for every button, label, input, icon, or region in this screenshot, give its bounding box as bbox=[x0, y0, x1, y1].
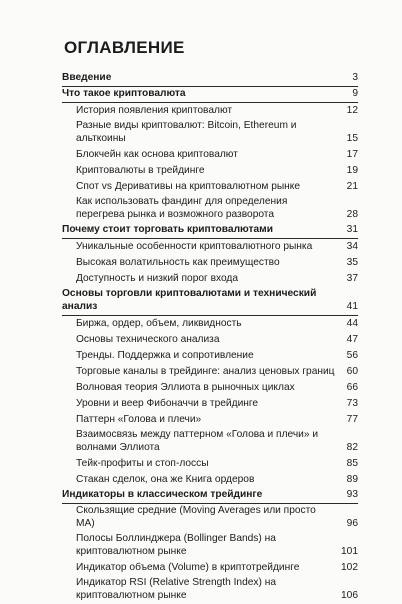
toc-entry bbox=[62, 87, 358, 103]
toc-entry-label: Блокчейн как основа криптовалют bbox=[76, 149, 238, 160]
toc-entry-label: Индикатор объема (Volume) в криптотрейдинге bbox=[76, 562, 300, 573]
toc-entry-label: Разные виды криптовалют: Bitcoin, Ethereum и альткоины bbox=[76, 120, 297, 144]
toc-page-number: 35 bbox=[346, 257, 358, 268]
toc-page-number: 15 bbox=[346, 133, 358, 144]
toc-entry bbox=[62, 504, 358, 532]
table-of-contents bbox=[62, 71, 358, 604]
toc-page-number: 47 bbox=[346, 334, 358, 345]
toc-page-number: 21 bbox=[346, 181, 358, 192]
toc-entry-label: Как использовать фандинг для определения перегрева рынка и возможного разворота bbox=[76, 196, 288, 220]
toc-page-number: 89 bbox=[346, 474, 358, 485]
toc-page-number: 66 bbox=[346, 382, 358, 393]
toc-entry-label: Криптовалюты в трейдинге bbox=[76, 165, 205, 176]
toc-entry bbox=[62, 316, 358, 332]
toc-page-number: 37 bbox=[346, 273, 358, 284]
toc-entry-label: Основы торговли криптовалютами и технический анализ bbox=[62, 288, 317, 312]
toc-page-number: 12 bbox=[346, 105, 358, 116]
toc-page-number: 106 bbox=[341, 590, 358, 601]
toc-page-number: 82 bbox=[346, 442, 358, 453]
toc-entry bbox=[62, 195, 358, 223]
toc-entry bbox=[62, 412, 358, 428]
toc-entry bbox=[62, 364, 358, 380]
page-title: ОГЛАВЛЕНИЕ bbox=[64, 38, 185, 57]
toc-entry bbox=[62, 239, 358, 255]
toc-entry bbox=[62, 147, 358, 163]
toc-entry bbox=[62, 332, 358, 348]
toc-entry-label: Спот vs Деривативы на криптовалютном рынке bbox=[76, 181, 301, 192]
toc-entry-label: История появления криптовалют bbox=[76, 105, 233, 116]
toc-entry bbox=[62, 396, 358, 412]
toc-entry bbox=[62, 576, 358, 604]
toc-page-number: 9 bbox=[352, 88, 358, 99]
toc-page-number: 28 bbox=[346, 209, 358, 220]
toc-entry-label: Волновая теория Эллиота в рыночных циклах bbox=[76, 382, 295, 393]
toc-entry bbox=[62, 179, 358, 195]
toc-page-number: 41 bbox=[346, 301, 358, 312]
toc-page-number: 93 bbox=[346, 489, 358, 500]
toc-page-number: 56 bbox=[346, 350, 358, 361]
toc-entry bbox=[62, 287, 358, 316]
toc-page-number: 19 bbox=[346, 165, 358, 176]
toc-entry bbox=[62, 223, 358, 239]
toc-entry-label: Тейк-профиты и стоп-лоссы bbox=[76, 458, 209, 469]
toc-entry bbox=[62, 119, 358, 147]
toc-page-number: 17 bbox=[346, 149, 358, 160]
toc-entry-label: Что такое криптовалюта bbox=[62, 88, 186, 99]
toc-entry-label: Уникальные особенности криптовалютного рынка bbox=[76, 241, 313, 252]
toc-entry-label: Биржа, ордер, объем, ликвидность bbox=[76, 318, 242, 329]
toc-page-number: 31 bbox=[346, 224, 358, 235]
toc-entry bbox=[62, 488, 358, 504]
toc-entry bbox=[62, 255, 358, 271]
toc-entry-label: Индикаторы в классическом трейдинге bbox=[62, 489, 263, 500]
toc-page-number: 85 bbox=[346, 458, 358, 469]
toc-entry bbox=[62, 348, 358, 364]
toc-entry-label: Высокая волатильность как преимущество bbox=[76, 257, 280, 268]
toc-page-number: 102 bbox=[341, 562, 358, 573]
toc-entry-label: Тренды. Поддержка и сопротивление bbox=[76, 350, 254, 361]
toc-page-number: 96 bbox=[346, 518, 358, 529]
toc-entry bbox=[62, 472, 358, 488]
toc-entry bbox=[62, 163, 358, 179]
toc-entry bbox=[62, 103, 358, 119]
toc-page-number: 44 bbox=[346, 318, 358, 329]
toc-page-number: 3 bbox=[352, 72, 358, 83]
toc-entry bbox=[62, 380, 358, 396]
toc-entry-label: Полосы Боллинджера (Bollinger Bands) на криптовалютном рынке bbox=[76, 533, 276, 557]
toc-page-number: 73 bbox=[346, 398, 358, 409]
toc-entry-label: Скользящие средние (Moving Averages или просто MA) bbox=[76, 505, 316, 529]
toc-entry-label: Введение bbox=[62, 72, 112, 83]
toc-entry bbox=[62, 456, 358, 472]
toc-entry-label: Стакан сделок, она же Книга ордеров bbox=[76, 474, 255, 485]
toc-entry-label: Индикатор RSI (Relative Strength Index) на криптовалютном рынке bbox=[76, 577, 277, 601]
toc-entry bbox=[62, 271, 358, 287]
toc-page-number: 77 bbox=[346, 414, 358, 425]
toc-entry bbox=[62, 560, 358, 576]
toc-entry-label: Основы технического анализа bbox=[76, 334, 220, 345]
toc-entry bbox=[62, 71, 358, 87]
toc-entry-label: Почему стоит торговать криптовалютами bbox=[62, 224, 273, 235]
toc-page-number: 101 bbox=[341, 546, 358, 557]
toc-entry-label: Взаимосвязь между паттерном «Голова и плечи» и волнами Эллиота bbox=[76, 429, 319, 453]
toc-entry bbox=[62, 428, 358, 456]
toc-entry-label: Доступность и низкий порог входа bbox=[76, 273, 239, 284]
toc-entry-label: Паттерн «Голова и плечи» bbox=[76, 414, 202, 425]
toc-page-number: 60 bbox=[346, 366, 358, 377]
toc-entry-label: Уровни и веер Фибоначчи в трейдинге bbox=[76, 398, 259, 409]
toc-entry bbox=[62, 532, 358, 560]
toc-page-number: 34 bbox=[346, 241, 358, 252]
toc-entry-label: Торговые каналы в трейдинге: анализ ценовых границ bbox=[76, 366, 335, 377]
